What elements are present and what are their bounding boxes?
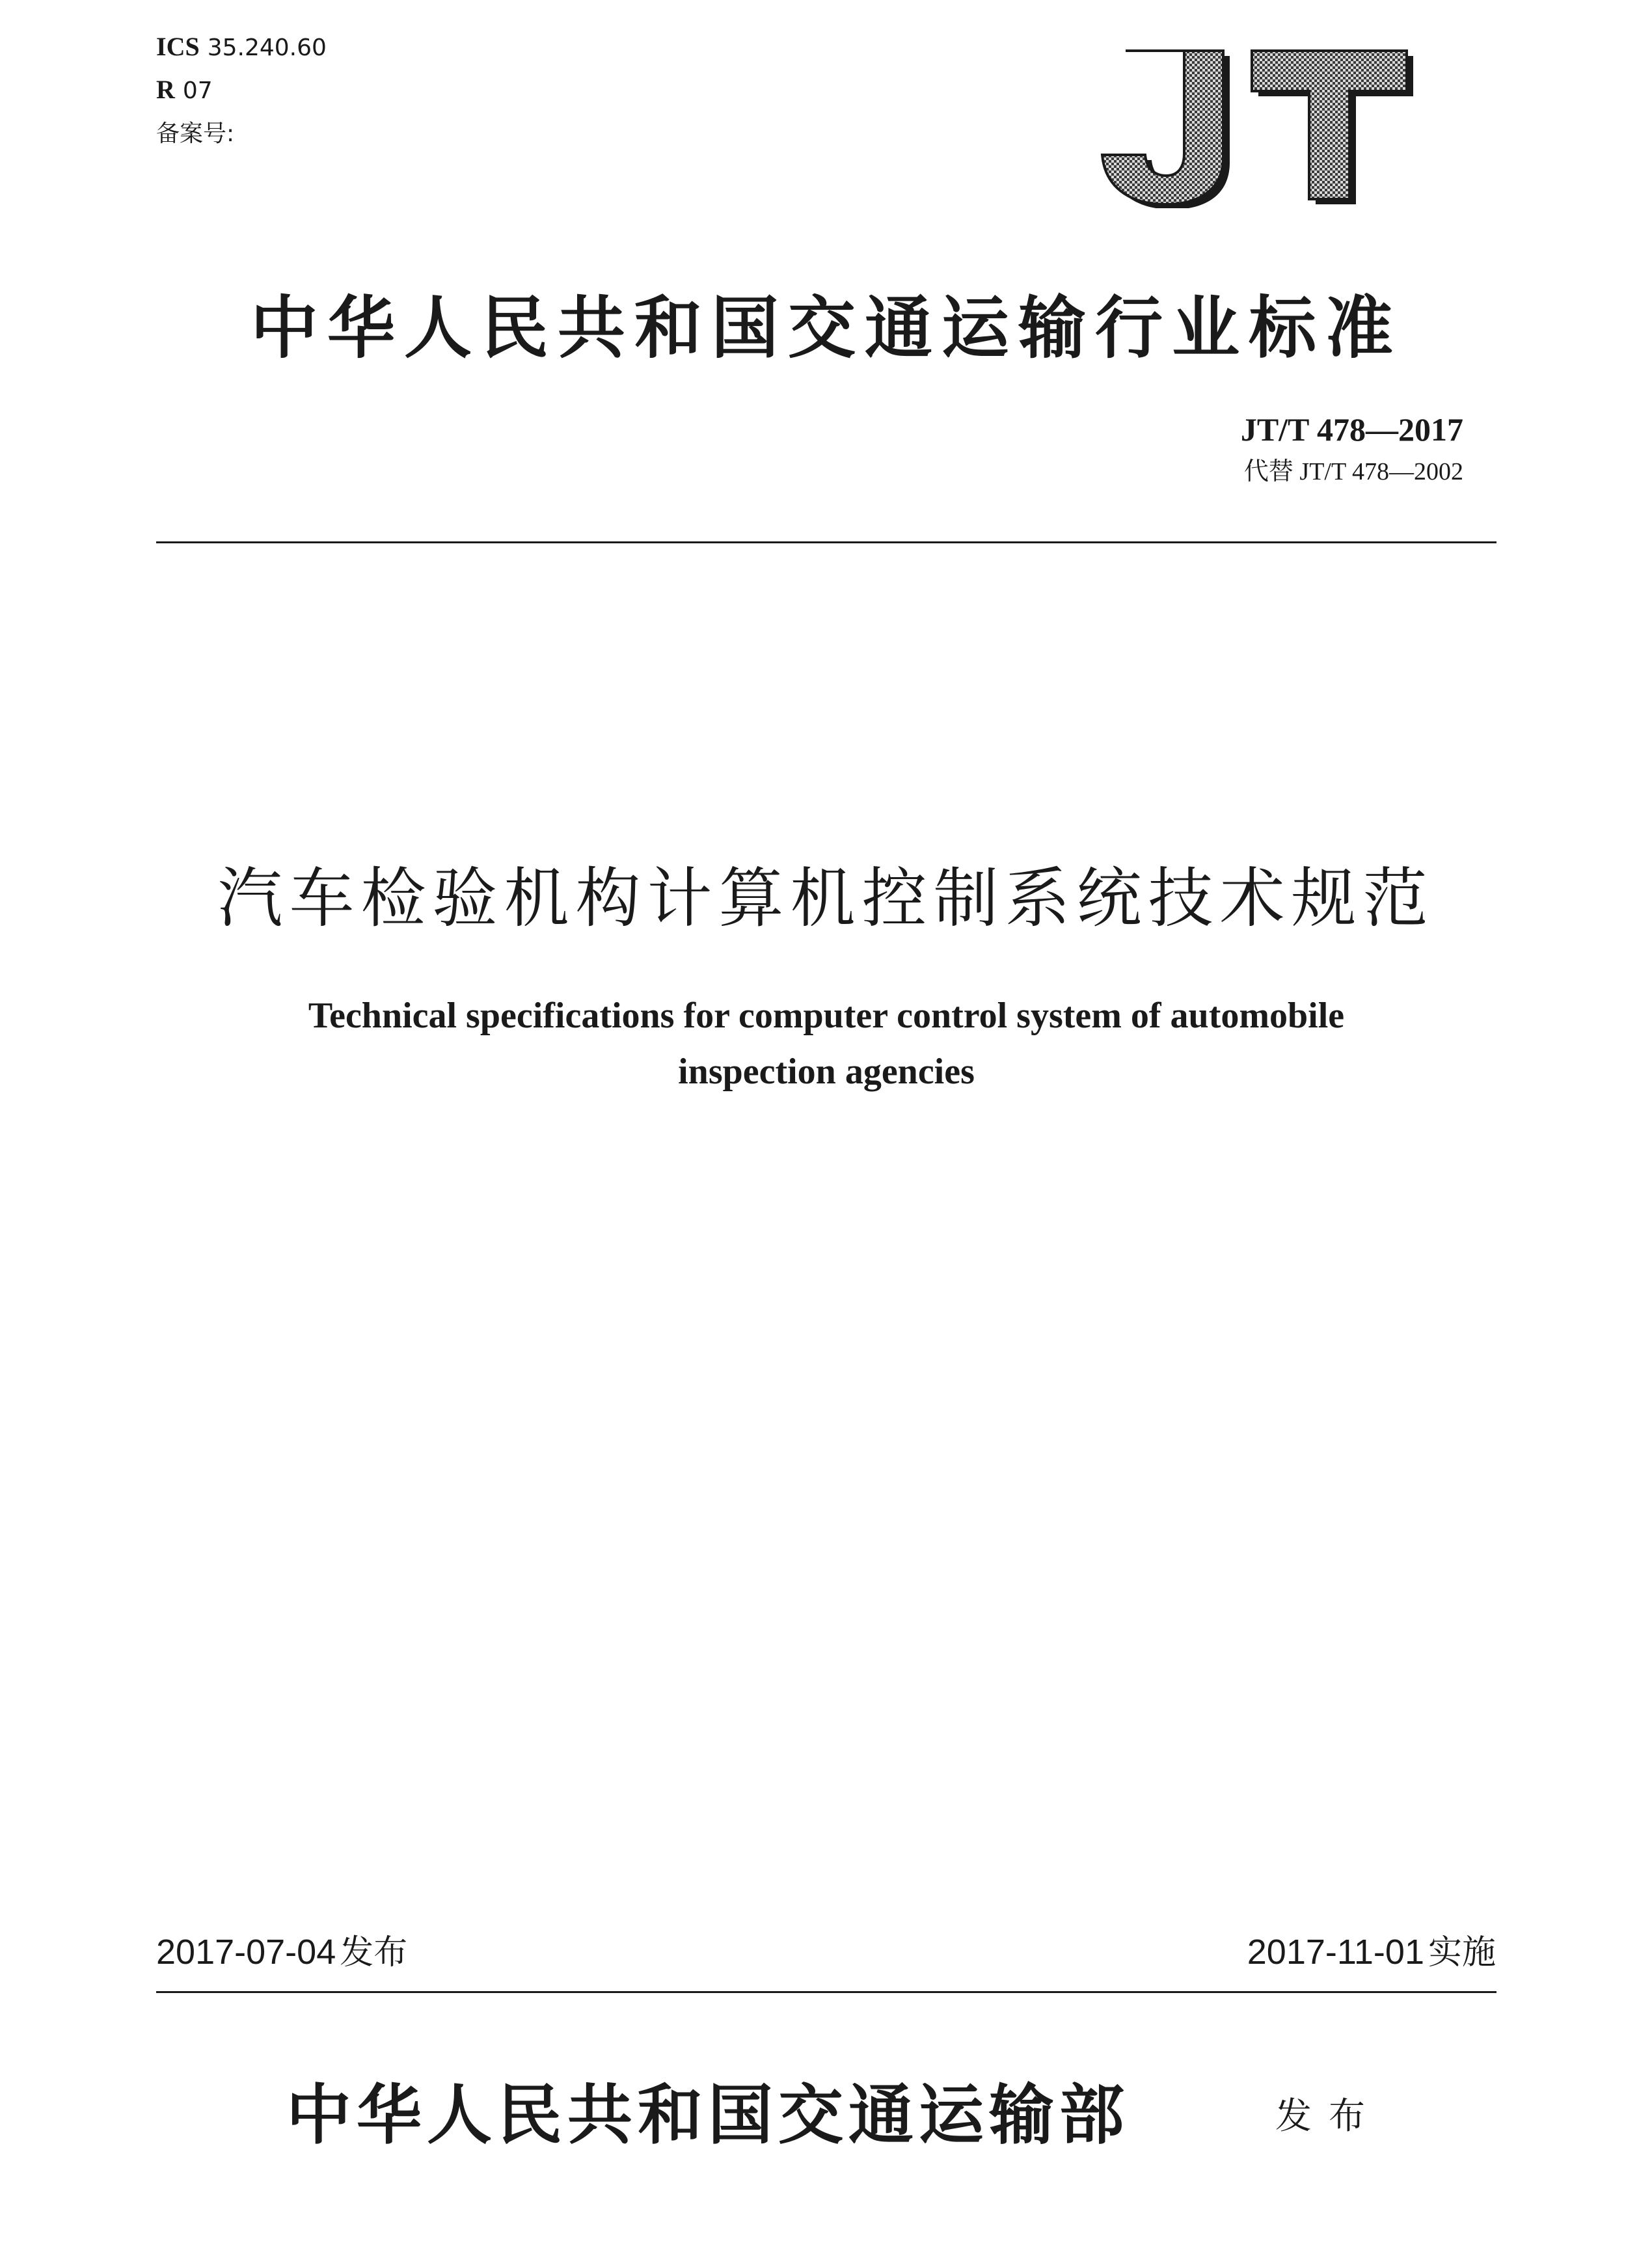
- ics-code-row: [156, 26, 327, 69]
- implement-date-value: 2017-11-01: [1247, 1933, 1424, 1972]
- english-title-line-1: Technical specifications for computer control system of automobile: [308, 996, 1345, 1036]
- jt-logo: [1088, 46, 1420, 208]
- r-value: 07: [182, 77, 213, 104]
- classification-codes: [156, 26, 327, 155]
- r-code-row: [156, 69, 327, 112]
- publish-label: 发布: [340, 1933, 408, 1972]
- ics-value: 35.240.60: [207, 34, 327, 61]
- ics-label: ICS: [156, 32, 200, 61]
- publish-date-value: 2017-07-04: [156, 1933, 336, 1972]
- english-title-line-2: inspection agencies: [678, 1052, 975, 1092]
- top-divider: [156, 541, 1496, 543]
- implement-label: 实施: [1428, 1933, 1496, 1972]
- publish-date: [156, 1925, 407, 1974]
- issuing-authority: 中华人民共和国交通运输部: [286, 2077, 1130, 2153]
- standard-title-chinese: 汽车检验机构计算机控制系统技术规范: [217, 860, 1435, 936]
- issue-action: 发布: [1275, 2095, 1382, 2138]
- r-label: R: [156, 75, 175, 104]
- industry-standard-title: 中华人民共和国交通运输行业标准: [250, 288, 1402, 368]
- standard-number-block: [1241, 407, 1463, 491]
- implement-date: [1247, 1925, 1496, 1974]
- standard-title-english: [195, 988, 1457, 1100]
- filing-label: 备案号:: [156, 120, 235, 147]
- bottom-divider: [156, 1991, 1496, 1993]
- filing-number-row: [156, 112, 327, 155]
- standard-number: JT/T 478—2017: [1240, 411, 1463, 448]
- replaces-standard: 代替 JT/T 478—2002: [1243, 458, 1463, 485]
